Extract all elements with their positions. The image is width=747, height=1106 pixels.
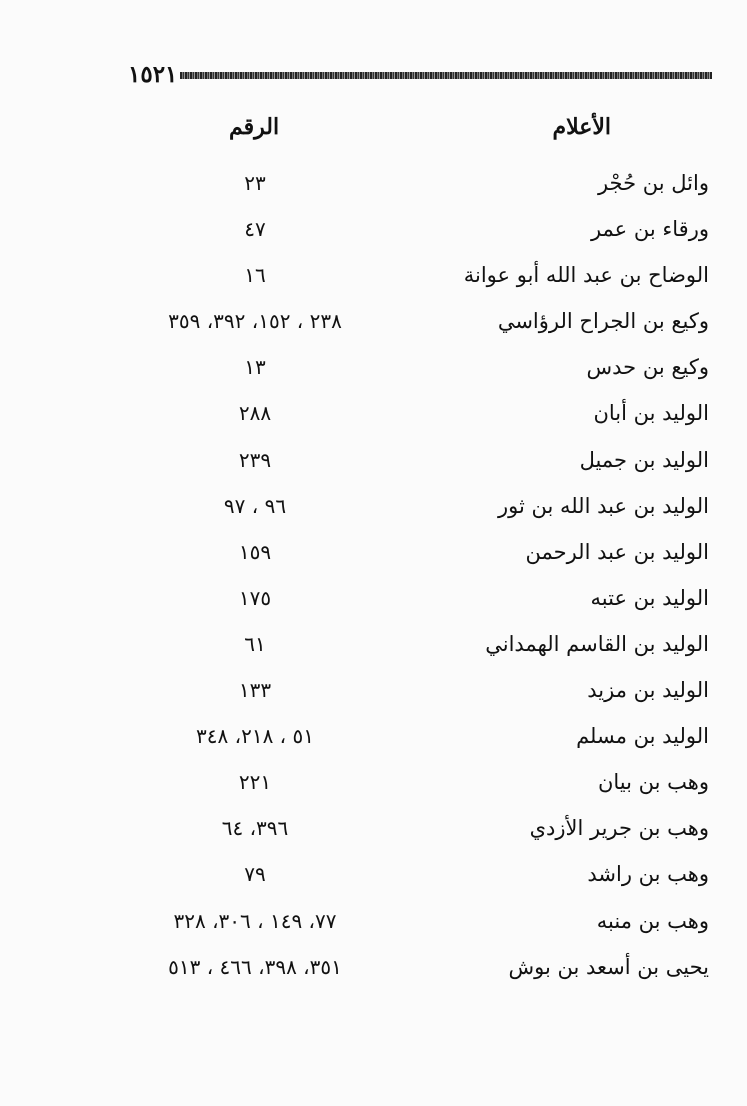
entry-name: الوليد بن أبان	[593, 401, 709, 426]
names-column-header: الأعلام	[552, 114, 611, 140]
list-item	[0, 624, 747, 670]
header-rule	[180, 72, 712, 79]
entry-references: ١٣٣	[238, 678, 272, 703]
list-item	[0, 762, 747, 808]
entry-name: ورقاء بن عمر	[590, 217, 709, 242]
entry-name: الوليد بن جميل	[579, 447, 709, 472]
list-item	[0, 209, 747, 255]
entry-name: الوليد بن القاسم الهمداني	[485, 631, 709, 656]
page-number: ١٥٢١	[128, 61, 178, 88]
entry-references: ٢٣٨ ، ١٥٢، ٣٩٢، ٣٥٩	[168, 309, 342, 334]
entry-name: يحيى بن أسعد بن بوش	[508, 954, 709, 979]
list-item	[0, 901, 747, 947]
list-item	[0, 163, 747, 209]
entry-name: الوضاح بن عبد الله أبو عوانة	[463, 263, 709, 288]
entry-references: ١٦	[244, 263, 266, 288]
list-item	[0, 947, 747, 993]
entry-references: ٣٥١، ٣٩٨، ٤٦٦ ، ٥١٣	[168, 954, 342, 979]
list-item	[0, 301, 747, 347]
list-item	[0, 440, 747, 486]
entry-name: وكيع بن الجراح الرؤاسي	[497, 309, 709, 334]
entry-references: ٢٣٩	[238, 447, 272, 472]
entry-name: الوليد بن مسلم	[576, 724, 709, 749]
list-item	[0, 670, 747, 716]
list-item	[0, 347, 747, 393]
entry-name: الوليد بن عتبه	[590, 585, 709, 610]
entry-name: الوليد بن عبد الله بن ثور	[497, 493, 709, 518]
entry-name: وهب بن راشد	[587, 862, 709, 887]
list-item	[0, 486, 747, 532]
entry-references: ٣٩٦، ٦٤	[221, 816, 289, 841]
entry-references: ٦١	[244, 631, 266, 656]
entry-references: ٢٨٨	[238, 401, 272, 426]
page-header	[128, 60, 712, 90]
numbers-column-header: الرقم	[229, 114, 280, 140]
list-item	[0, 255, 747, 301]
entry-references: ١٥٩	[238, 539, 272, 564]
index-list	[0, 163, 747, 993]
entry-references: ٧٧، ١٤٩ ، ٣٠٦، ٣٢٨	[173, 908, 337, 933]
entry-name: وهب بن بيان	[597, 770, 709, 795]
entry-references: ١٧٥	[238, 585, 272, 610]
entry-name: وهب بن جرير الأزدي	[529, 816, 709, 841]
list-item	[0, 716, 747, 762]
entry-references: ٤٧	[244, 217, 266, 242]
entry-references: ٢٢١	[238, 770, 272, 795]
list-item	[0, 854, 747, 900]
entry-name: الوليد بن مزيد	[587, 678, 709, 703]
entry-name: وهب بن منبه	[596, 908, 709, 933]
list-item	[0, 393, 747, 439]
entry-name: وكيع بن حدس	[586, 355, 709, 380]
entry-name: الوليد بن عبد الرحمن	[525, 539, 709, 564]
entry-references: ٩٦ ، ٩٧	[223, 493, 287, 518]
list-item	[0, 808, 747, 854]
list-item	[0, 532, 747, 578]
entry-references: ١٣	[244, 355, 266, 380]
entry-references: ٢٣	[244, 171, 266, 195]
entry-references: ٧٩	[244, 862, 266, 887]
entry-name: وائل بن حُجْر	[597, 171, 709, 195]
list-item	[0, 578, 747, 624]
entry-references: ٥١ ، ٢١٨، ٣٤٨	[196, 724, 314, 749]
